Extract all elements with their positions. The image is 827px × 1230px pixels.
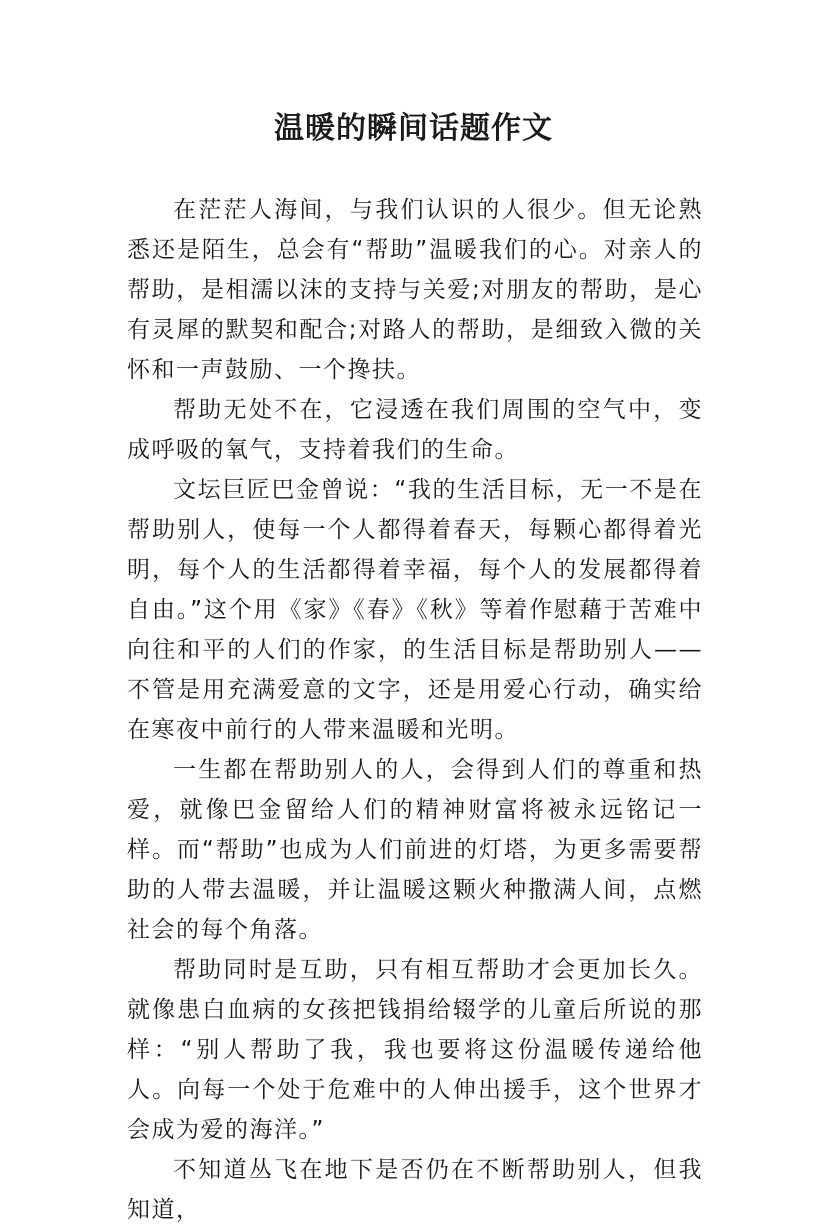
- paragraph-3: 文坛巨匠巴金曾说：“我的生活目标，无一不是在帮助别人，使每一个人都得着春天，每颗心都得着光明，每个人的生活都得着幸福，每个人的发展都得着自由。”这个用《家》《春》《秋》等着作慰藉于苦难中向往和平的人们的作家，的生活目标是帮助别人——不管是用充满爱意的文字，还是用爱心行动，确实给在寒夜中前行的人带来温暖和光明。: [127, 477, 703, 743]
- document-title: 温暖的瞬间话题作文: [274, 111, 553, 146]
- paragraph-4: 一生都在帮助别人的人，会得到人们的尊重和热爱，就像巴金留给人们的精神财富将被永远铭记一样。而“帮助”也成为人们前进的灯塔，为更多需要帮助的人带去温暖，并让温暖这颗火种撒满人间，点燃社会的每个角落。: [127, 757, 703, 943]
- paragraph-2: 帮助无处不在，它浸透在我们周围的空气中，变成呼吸的氧气，支持着我们的生命。: [127, 397, 703, 463]
- paragraph-5: 帮助同时是互助，只有相互帮助才会更加长久。就像患白血病的女孩把钱捐给辍学的儿童后所说的那样：“别人帮助了我，我也要将这份温暖传递给他人。向每一个处于危难中的人伸出援手，这个世界才会成为爱的海洋。”: [127, 957, 703, 1143]
- document-body: [127, 190, 703, 1230]
- paragraph-1: 在茫茫人海间，与我们认识的人很少。但无论熟悉还是陌生，总会有“帮助”温暖我们的心。对亲人的帮助，是相濡以沫的支持与关爱;对朋友的帮助，是心有灵犀的默契和配合;对路人的帮助，是细致入微的关怀和一声鼓励、一个搀扶。: [127, 197, 703, 383]
- paragraph-6: 不知道丛飞在地下是否仍在不断帮助别人，但我知道，: [127, 1157, 703, 1223]
